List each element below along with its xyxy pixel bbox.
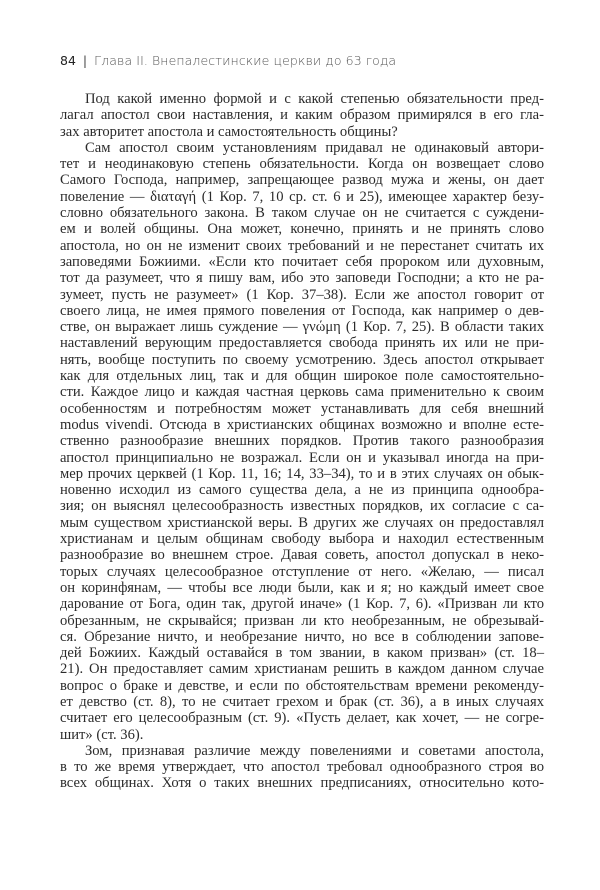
text-line: нять, вообще поступить по своему усмотрению. Здесь апостол открывает (60, 351, 544, 368)
text-line: тет и неодинаковую степень обязательности. Когда он возвещает слово (60, 156, 544, 173)
paragraph (60, 91, 544, 140)
text-line: дей Божиих. Каждый оставайся в том звании, в каком призван» (ст. 18– (60, 645, 544, 662)
text-line: как для отдельных лиц, так и для общин широкое поле самостоятельно- (60, 368, 544, 385)
text-line: особенностям и потребностям может устанавливать для себя внешний (60, 400, 544, 417)
paragraph (60, 743, 544, 792)
text-line: ся. Обрезание ничто, и необрезание ничто, но все в соблюдении запове- (60, 628, 544, 645)
text-line: Под какой именно формой и с какой степенью обязательности пред- (85, 91, 544, 107)
text-line: зия; он выяснял целесообразность известных порядков, их согласие с са- (60, 498, 544, 515)
text-line: повеление — διαταγή (1 Кор. 7, 10 ср. ст. 6 и 25), имеющее характер безу- (60, 188, 544, 205)
text-line: Самого Господа, например, запрещающее развод мужа и жены, он дает (60, 172, 544, 189)
text-line: своего лица, не имея прямого повеления от Господа, как например о дев- (60, 302, 544, 319)
text-line: ет девство (ст. 8), то не считает грехом и брак (ст. 36), а в иных случаях (60, 693, 544, 710)
text-line: наставлений верующим предоставляется свобода принять их или не при- (60, 335, 544, 352)
text-line: лагал апостол свои наставления, и каким образом примирялся в его гла- (60, 107, 544, 124)
text-line: сти. Каждое лицо и каждая частная церковь сама применительно к своим (60, 384, 544, 401)
text-line: христианам и целым общинам свободу выбора и находил естественным (60, 531, 544, 548)
running-header (60, 53, 396, 68)
text-line: словно обязательного закона. В таком случае он не считается с суждени- (60, 205, 544, 222)
body-text (60, 91, 544, 792)
text-line: ственно разнообразие внешних порядков. Против такого разнообразия (60, 433, 544, 450)
text-line: ем и волей общины. Она может, конечно, принять и не принять слово (60, 221, 544, 238)
text-line: всех общинах. Хотя о таких внешних предписаниях, относительно кото- (60, 775, 544, 792)
text-line: Сам апостол своим установлениям придавал не одинаковый автори- (85, 139, 544, 156)
text-line: зумеет, пусть не разумеет» (1 Кор. 37–38). Если же апостол говорит от (60, 286, 544, 303)
text-line: апостола, но он не изменит своих требований и не перестанет считать их (60, 237, 544, 254)
text-line: тот да разумеет, что я пишу вам, ибо это заповеди Господни; а кто не ра- (60, 270, 544, 287)
text-line: зах авторитет апостола и самостоятельность общины? (60, 123, 398, 140)
chapter-title: Глава II. Внепалестинские церкви до 63 года (94, 53, 397, 68)
text-line: шит» (ст. 36). (60, 726, 144, 743)
text-line: разнообразие во внешнем строе. Давая советь, апостол допускал в неко- (60, 547, 544, 564)
text-line: в то же время утверждает, что апостол требовал однообразного строя во (60, 759, 544, 776)
text-line: мым существом христианской веры. В других же случаях он предоставлял (60, 514, 544, 531)
text-line: обрезанным, не скрывайся; призван ли кто необрезанным, не обрезывай- (60, 612, 544, 629)
text-line: мер прочих церквей (1 Кор. 11, 16; 14, 33–34), то и в этих случаях он обык- (60, 465, 544, 482)
text-line: торых случаях целесообразное отступление от него. «Желаю, — писал (60, 563, 544, 580)
text-line: апостол принципиально не возражал. Если он и указывал иногда на при- (60, 449, 544, 466)
text-line: вопрос о браке и девстве, и если по обстоятельствам времени рекоменду- (60, 677, 544, 694)
page-number: 84 (60, 53, 76, 68)
paragraph (60, 140, 544, 743)
text-line: стве, он выражает лишь суждение — γνώμη (1 Кор. 7, 25). В области таких (60, 319, 544, 336)
text-line: считает его целесообразным (ст. 9). «Пусть делает, как хочет, — не согре- (60, 710, 544, 727)
text-line: modus vivendi. Отсюда в христианских общинах возможно и вполне есте- (60, 416, 544, 433)
text-line: новенно исходил из самого существа дела, а не из принципа однообра- (60, 482, 544, 499)
text-line: 21). Он предоставляет самим христианам решить в каждом данном случае (60, 661, 544, 678)
text-line: дарование от Бога, один так, другой иначе» (1 Кор. 7, 6). «Призван ли кто (60, 596, 544, 613)
text-line: он коринфянам, — чтобы все люди были, как и я; но каждый имеет свое (60, 579, 544, 596)
text-line: заповедями Божиими. «Если кто почитает себя пророком или духовным, (60, 253, 544, 270)
text-line: Зом, признавая различие между повелениями и советами апостола, (85, 742, 544, 759)
header-separator: | (82, 53, 88, 68)
